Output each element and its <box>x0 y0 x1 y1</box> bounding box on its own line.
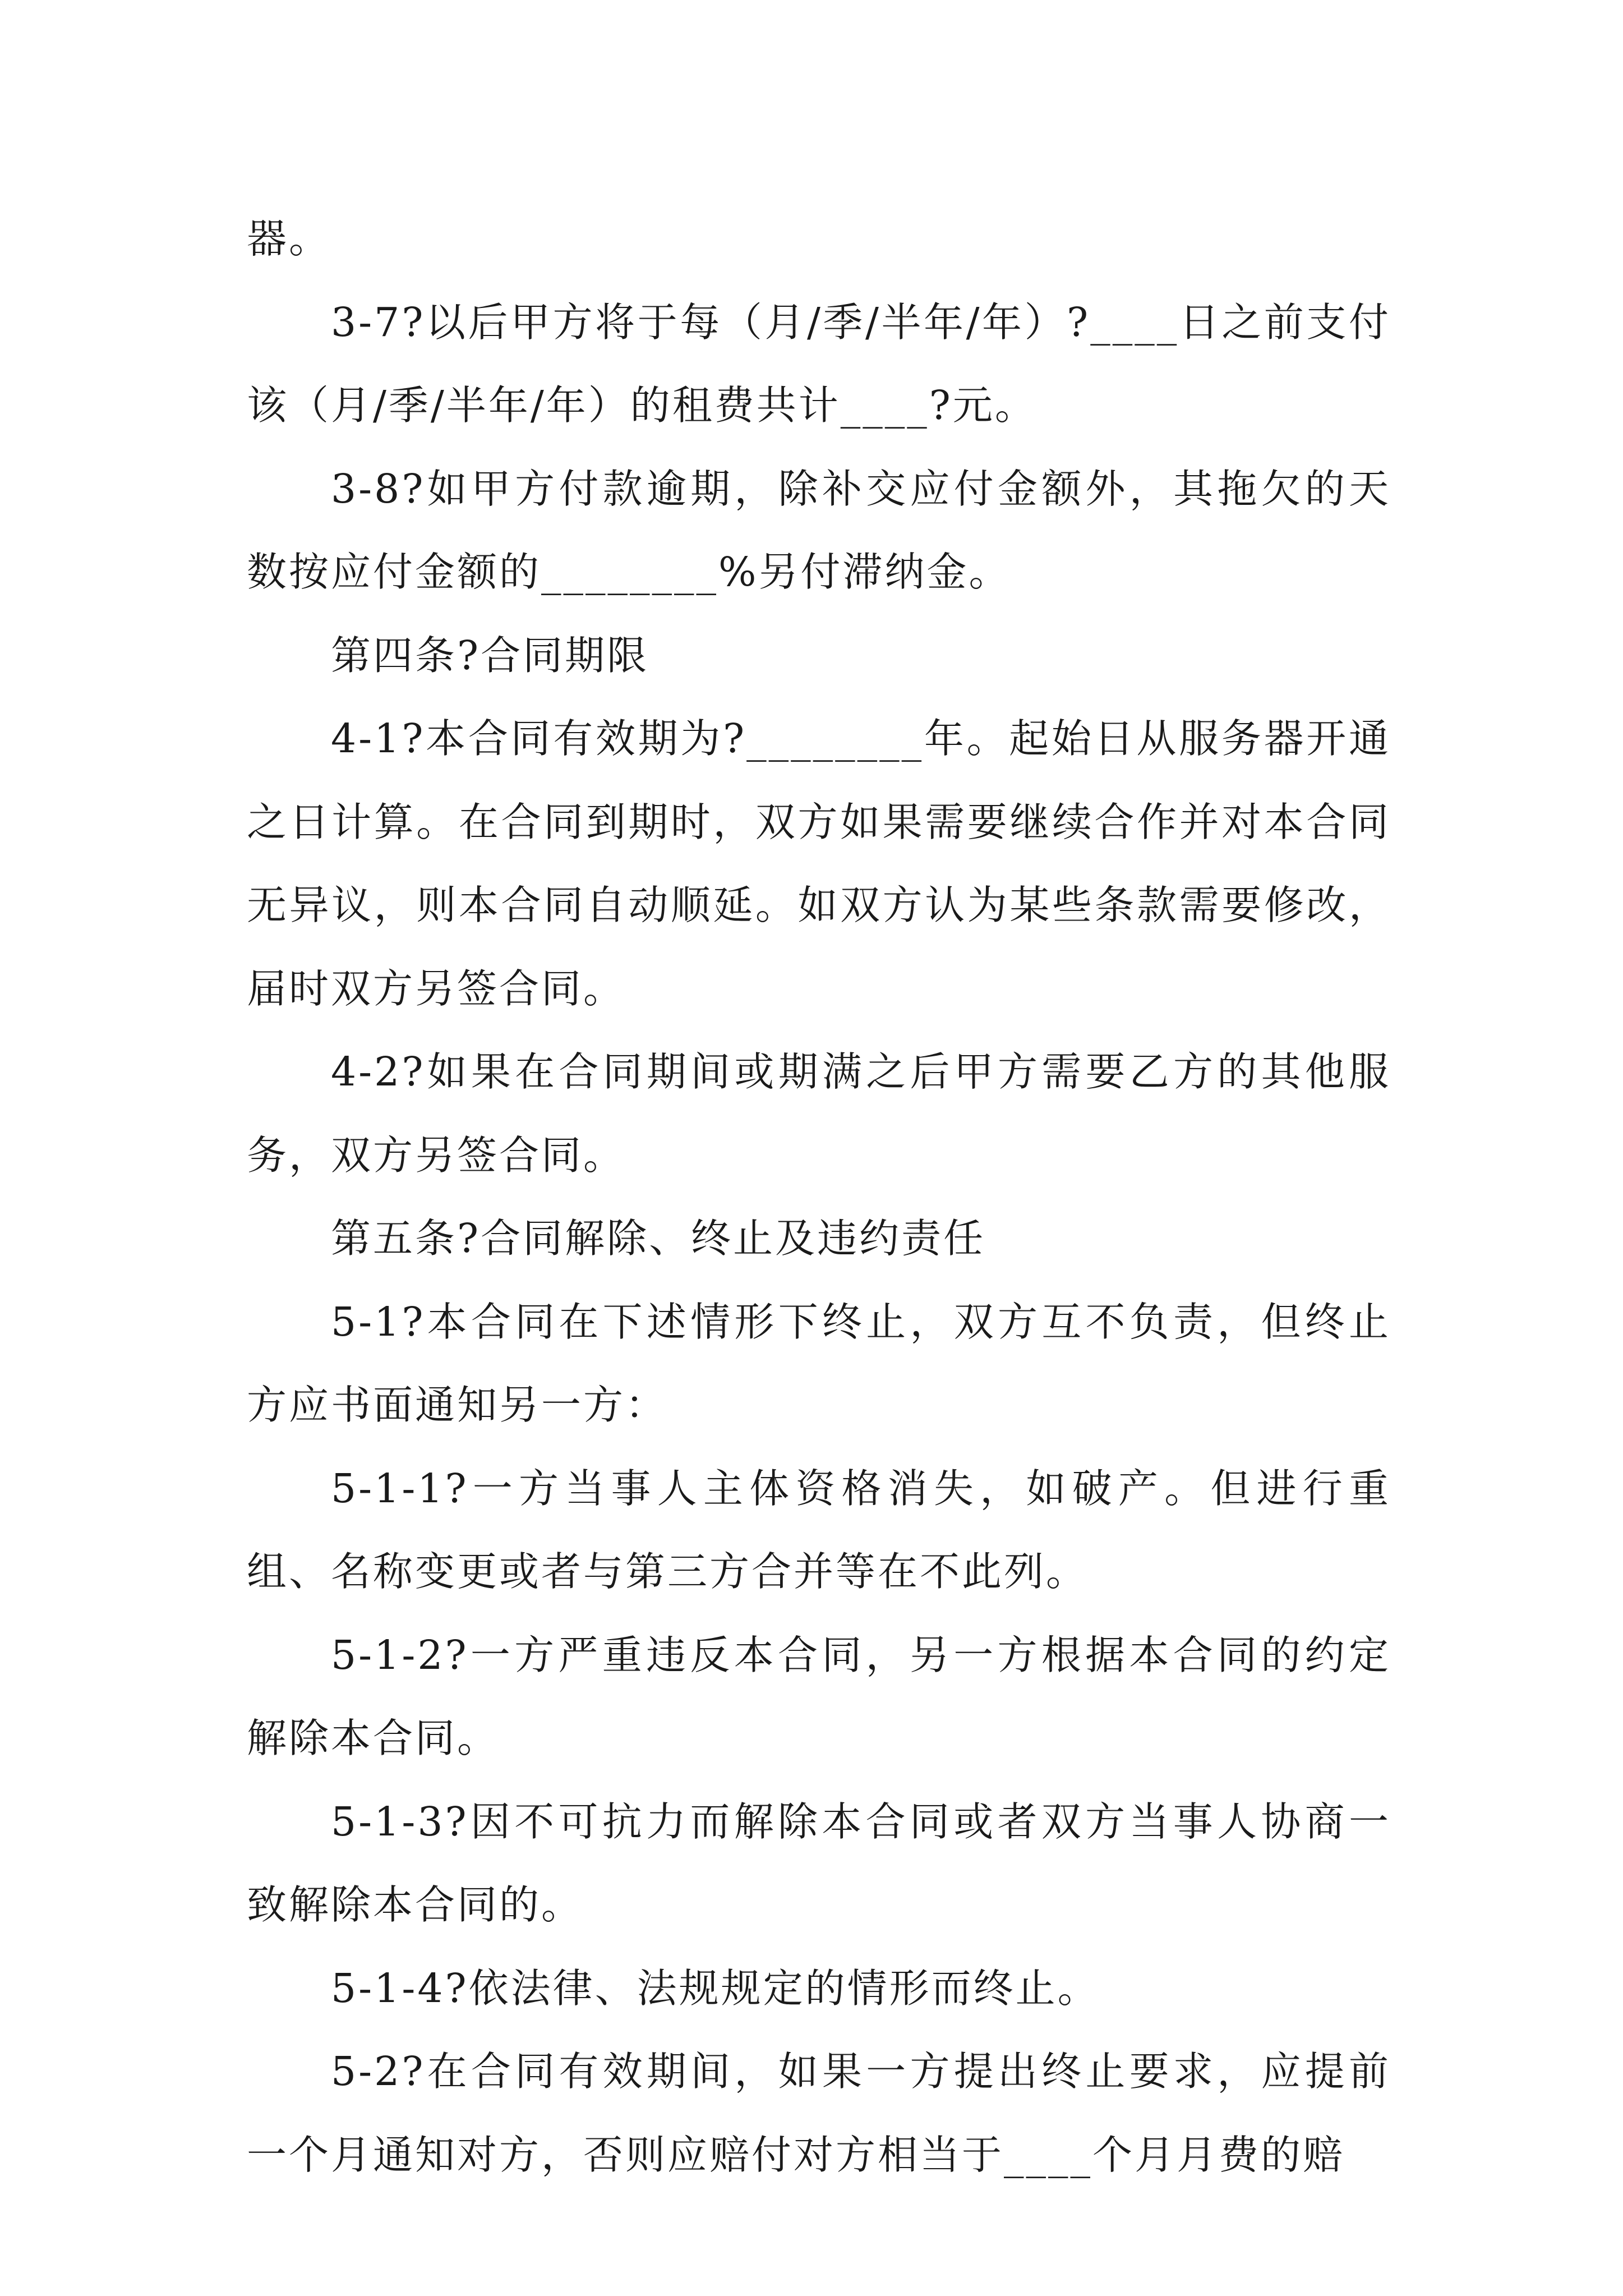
contract-body <box>247 197 1391 2197</box>
clause-4-1: 4-1?本合同有效期为?________年。起始日从服务器开通之日计算。在合同到期时，双方如果需要继续合作并对本合同无异议，则本合同自动顺延。如双方认为某些条款需要修改，届时双方另签合同。 <box>247 715 1391 1012</box>
clause-5-1: 5-1?本合同在下述情形下终止，双方互不负责，但终止方应书面通知另一方： <box>247 1298 1391 1428</box>
clause-3-7: 3-7?以后甲方将于每（月/季/半年/年）?____日之前支付该（月/季/半年/年）的租费共计____?元。 <box>247 298 1391 429</box>
clause-4-2: 4-2?如果在合同期间或期满之后甲方需要乙方的其他服务，双方另签合同。 <box>247 1048 1391 1179</box>
article-4-heading: 第四条?合同期限 <box>331 632 649 679</box>
clause-5-2: 5-2?在合同有效期间，如果一方提出终止要求，应提前一个月通知对方，否则应赔付对方相当于____个月月费的赔 <box>247 2048 1391 2178</box>
clause-3-8: 3-8?如甲方付款逾期，除补交应付金额外，其拖欠的天数按应付金额的________%另付滞纳金。 <box>247 465 1391 595</box>
paragraph-continuation: 器。 <box>247 215 331 262</box>
clause-5-1-1: 5-1-1?一方当事人主体资格消失，如破产。但进行重组、名称变更或者与第三方合并等在不此列。 <box>247 1465 1391 1595</box>
clause-5-1-3: 5-1-3?因不可抗力而解除本合同或者双方当事人协商一致解除本合同的。 <box>247 1798 1391 1928</box>
article-5-heading: 第五条?合同解除、终止及违约责任 <box>331 1215 986 1262</box>
clause-5-1-2: 5-1-2?一方严重违反本合同，另一方根据本合同的约定解除本合同。 <box>247 1631 1391 1761</box>
clause-5-1-4: 5-1-4?依法律、法规规定的情形而终止。 <box>331 1964 1100 2012</box>
